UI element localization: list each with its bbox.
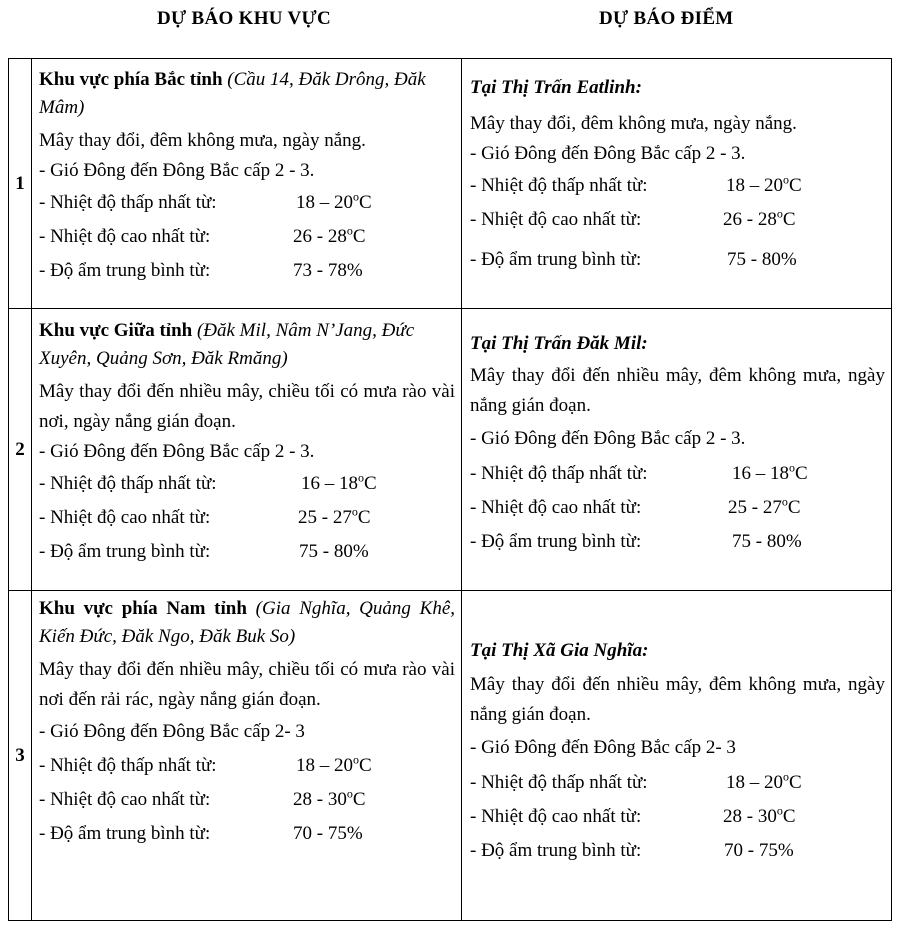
zone-wind: - Gió Đông đến Đông Bắc cấp 2 - 3. <box>39 441 315 462</box>
table-row <box>9 59 892 309</box>
area-forecast-cell <box>32 591 462 921</box>
point-wind: - Gió Đông đến Đông Bắc cấp 2 - 3. <box>470 143 746 164</box>
zone-title <box>39 317 455 373</box>
forecast-table <box>8 58 892 921</box>
point-wind: - Gió Đông đến Đông Bắc cấp 2 - 3. <box>470 428 746 449</box>
point-forecast-cell <box>462 309 892 591</box>
point-title: Tại Thị Trấn Eatlinh: <box>470 77 642 98</box>
row-number: 2 <box>9 309 32 591</box>
point-description: Mây thay đổi đến nhiều mây, đêm không mưa, ngày nắng gián đoạn. <box>470 365 885 416</box>
zone-places: (Cầu 14, Đăk Drông, Đăk Mâm) <box>39 69 426 118</box>
point-forecast-cell <box>462 59 892 309</box>
zone-places: (Gia Nghĩa, Quảng Khê, Kiến Đức, Đăk Ngo, Đăk Buk So) <box>39 598 456 647</box>
point-max-temp: - Nhiệt độ cao nhất từ: 26 - 28$^o$C <box>470 206 796 230</box>
zone-name: Khu vực phía Bắc tỉnh <box>39 69 223 90</box>
zone-title <box>39 66 455 122</box>
zone-name: Khu vực phía Nam tỉnh <box>39 598 247 619</box>
point-humidity: - Độ ẩm trung bình từ: 75 - 80% <box>470 531 802 552</box>
point-title: Tại Thị Trấn Đăk Mil: <box>470 333 648 354</box>
point-min-temp: - Nhiệt độ thấp nhất từ: 18 – 20$^o$C <box>470 172 802 196</box>
header-point-forecast: DỰ BÁO ĐIỂM <box>599 8 734 29</box>
zone-wind: - Gió Đông đến Đông Bắc cấp 2 - 3. <box>39 160 315 181</box>
zone-description: Mây thay đổi, đêm không mưa, ngày nắng. <box>39 130 366 151</box>
area-forecast-cell <box>32 309 462 591</box>
zone-max-temp: - Nhiệt độ cao nhất từ: 26 - 28$^o$C <box>39 223 366 247</box>
row-number: 3 <box>9 591 32 921</box>
zone-name: Khu vực Giữa tỉnh <box>39 320 193 341</box>
zone-max-temp: - Nhiệt độ cao nhất từ: 28 - 30$^o$C <box>39 786 366 810</box>
zone-humidity: - Độ ẩm trung bình từ: 75 - 80% <box>39 541 369 562</box>
point-humidity: - Độ ẩm trung bình từ: 70 - 75% <box>470 840 794 861</box>
point-description: Mây thay đổi, đêm không mưa, ngày nắng. <box>470 113 797 134</box>
zone-title <box>39 595 455 651</box>
zone-wind: - Gió Đông đến Đông Bắc cấp 2- 3 <box>39 721 305 742</box>
point-max-temp: - Nhiệt độ cao nhất từ: 28 - 30$^o$C <box>470 803 796 827</box>
zone-places: (Đăk Mil, Nâm N’Jang, Đức Xuyên, Quảng Sơn, Đăk Rmăng) <box>39 320 415 369</box>
point-forecast-cell <box>462 591 892 921</box>
point-max-temp: - Nhiệt độ cao nhất từ: 25 - 27$^o$C <box>470 494 801 518</box>
point-humidity: - Độ ẩm trung bình từ: 75 - 80% <box>470 249 797 270</box>
area-forecast-cell <box>32 59 462 309</box>
zone-humidity: - Độ ẩm trung bình từ: 70 - 75% <box>39 823 363 844</box>
zone-max-temp: - Nhiệt độ cao nhất từ: 25 - 27$^o$C <box>39 504 371 528</box>
header-area-forecast: DỰ BÁO KHU VỰC <box>157 8 331 29</box>
row-number: 1 <box>9 59 32 309</box>
point-description: Mây thay đổi đến nhiều mây, đêm không mưa, ngày nắng gián đoạn. <box>470 674 885 725</box>
point-title: Tại Thị Xã Gia Nghĩa: <box>470 640 649 661</box>
zone-description: Mây thay đổi đến nhiều mây, chiều tối có mưa rào vài nơi đến rải rác, ngày nắng gián đoạn. <box>39 659 455 710</box>
point-min-temp: - Nhiệt độ thấp nhất từ: 16 – 18$^o$C <box>470 460 808 484</box>
zone-humidity: - Độ ẩm trung bình từ: 73 - 78% <box>39 260 363 281</box>
zone-min-temp: - Nhiệt độ thấp nhất từ: 18 – 20$^o$C <box>39 752 372 776</box>
table-headers <box>0 0 900 58</box>
table-row <box>9 591 892 921</box>
zone-min-temp: - Nhiệt độ thấp nhất từ: 18 – 20$^o$C <box>39 189 372 213</box>
zone-min-temp: - Nhiệt độ thấp nhất từ: 16 – 18$^o$C <box>39 470 377 494</box>
point-wind: - Gió Đông đến Đông Bắc cấp 2- 3 <box>470 737 736 758</box>
zone-description: Mây thay đổi đến nhiều mây, chiều tối có mưa rào vài nơi, ngày nắng gián đoạn. <box>39 381 455 432</box>
table-row <box>9 309 892 591</box>
point-min-temp: - Nhiệt độ thấp nhất từ: 18 – 20$^o$C <box>470 769 802 793</box>
